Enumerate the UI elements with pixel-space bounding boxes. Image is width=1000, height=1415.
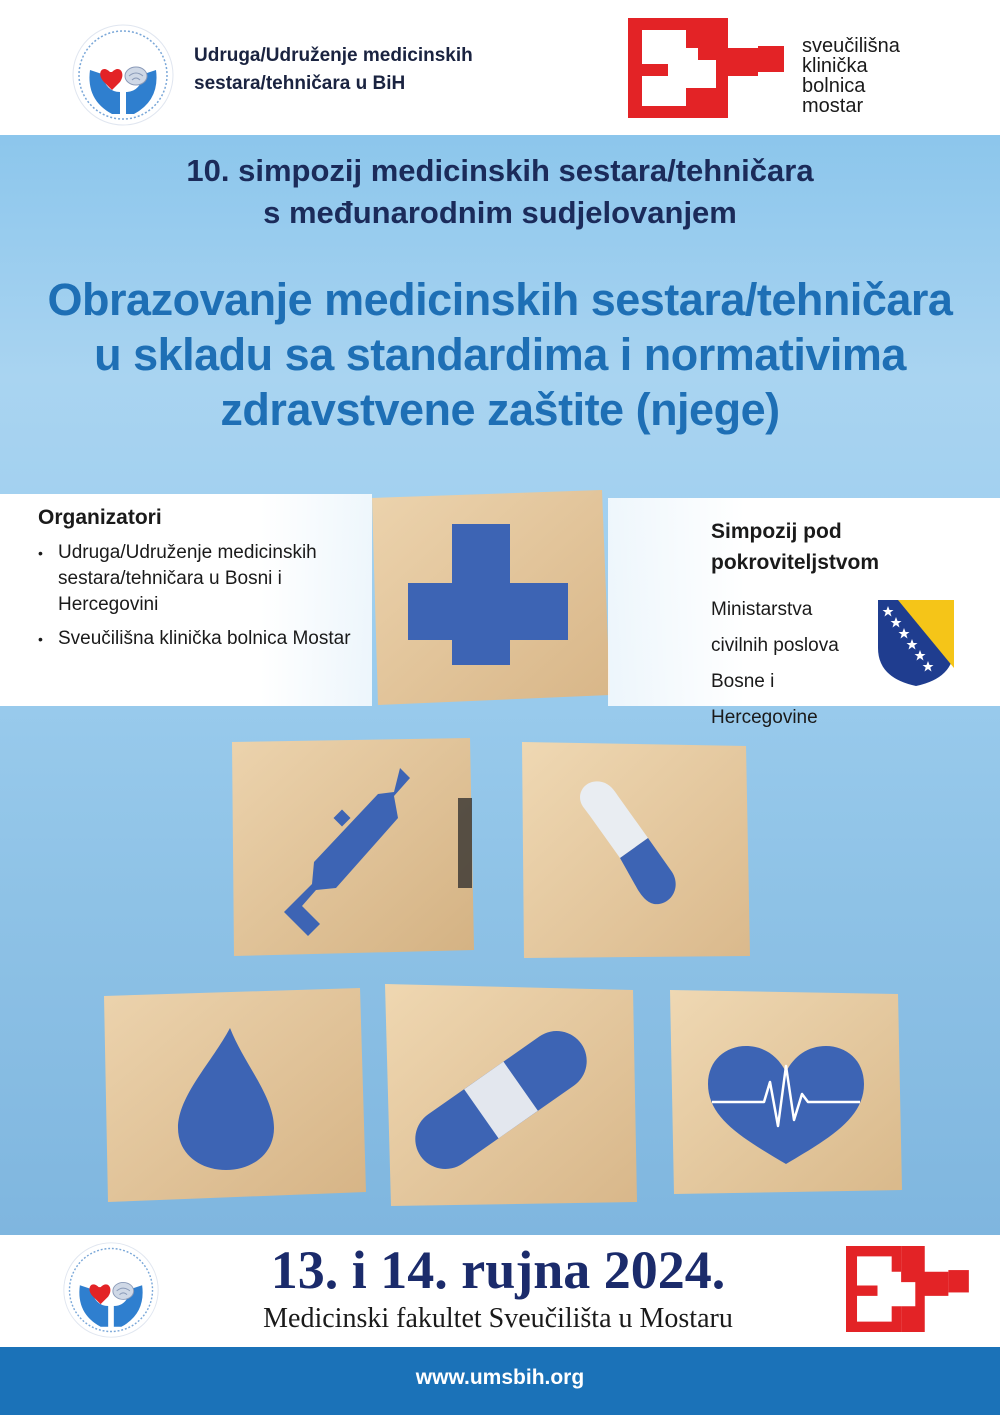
event-theme [0, 272, 1000, 437]
organizers-list [38, 540, 358, 660]
event-venue: Medicinski fakultet Sveučilišta u Mostaru [263, 1303, 733, 1334]
hospital-name-line3: bolnica [802, 75, 866, 97]
block-bandage [385, 984, 637, 1206]
association-name-line2: sestara/tehničara u BiH [194, 73, 406, 94]
hospital-name-line4: mostar [802, 95, 864, 117]
patronage-body [711, 592, 881, 736]
hospital-name-line2: klinička [802, 55, 868, 77]
event-title [0, 150, 1000, 234]
footer-association-logo [52, 1240, 170, 1340]
event-theme-line3: zdravstvene zaštite (njege) [220, 384, 780, 435]
block-pill [522, 742, 750, 958]
association-name-line1: Udruga/Udruženje medicinskih [194, 45, 473, 66]
hospital-name [802, 36, 992, 116]
event-theme-line2: u skladu sa standardima i normativima [94, 329, 906, 380]
hospital-name-line1: sveučilišna [802, 35, 900, 57]
patronage-line3: Bosne i Hercegovine [711, 671, 818, 728]
association-name [194, 42, 514, 98]
patronage-heading: Simpozij pod pokroviteljstvom [711, 520, 880, 574]
organizers-heading: Organizatori [38, 506, 162, 529]
patronage-line1: Ministarstva [711, 599, 813, 620]
event-title-line1: 10. simpozij medicinskih sestara/tehničara [186, 153, 814, 188]
hospital-cross-logo [628, 18, 788, 118]
website-link[interactable]: www.umsbih.org [415, 1366, 585, 1389]
event-title-line2: s međunarodnim sudjelovanjem [263, 195, 737, 230]
organizer-item: • Udruga/Udruženje medicinskih sestara/tehničara u Bosni i Hercegovini [38, 540, 358, 618]
block-heart [670, 990, 902, 1194]
footer-hospital-cross-logo [846, 1246, 972, 1332]
association-logo [62, 22, 184, 128]
organizer-item: • Sveučilišna klinička bolnica Mostar [38, 626, 358, 652]
block-drop [104, 988, 366, 1202]
event-date: 13. i 14. rujna 2024. [270, 1240, 726, 1300]
event-theme-line1: Obrazovanje medicinskih sestara/tehničara [47, 274, 953, 325]
bih-coat-of-arms-icon [876, 598, 956, 688]
block-cross [372, 490, 610, 705]
block-syringe [232, 738, 477, 956]
patronage-line2: civilnih poslova [711, 635, 839, 656]
